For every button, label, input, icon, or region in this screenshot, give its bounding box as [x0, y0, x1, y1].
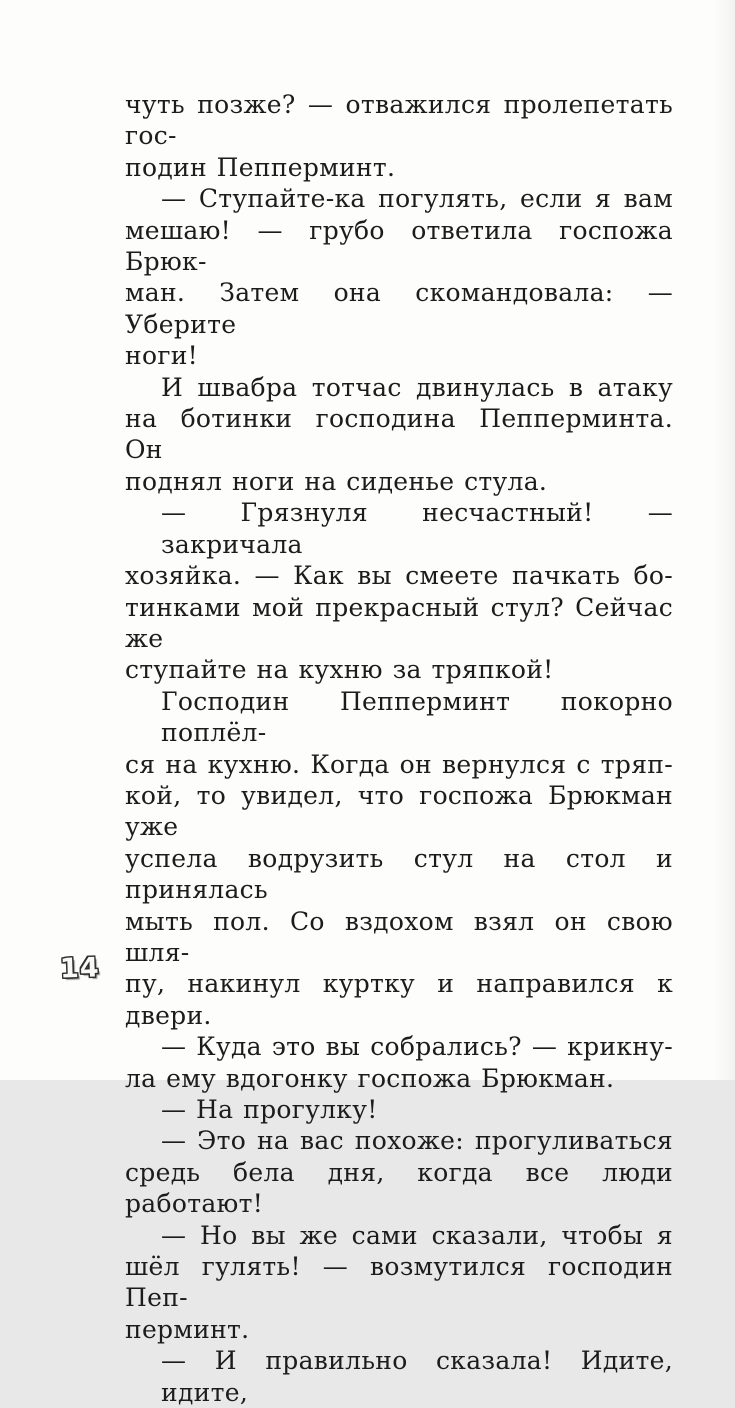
text-line: пу, накинул куртку и направился к двери.	[125, 969, 673, 1030]
text-line: ман. Затем она скомандовала: — Уберите	[125, 278, 673, 339]
text-line: — На прогулку!	[161, 1095, 378, 1124]
text-line: ся на кухню. Когда он вернулся с тряп-	[125, 749, 673, 779]
text-line: ступайте на кухню за тряпкой!	[125, 655, 554, 685]
text-line: — Ступайте-ка погулять, если я вам	[161, 184, 673, 214]
text-line: успела водрузить стул на стол и принялась	[125, 843, 673, 905]
text-line: мыть пол. Со вздохом взял он свою шля-	[125, 906, 673, 967]
text-line: хозяйка. — Как вы смеете пачкать бо-	[125, 561, 673, 591]
text-line: средь бела дня, когда все люди работают!	[125, 1157, 673, 1219]
text-line: поднял ноги на сиденье стула.	[125, 466, 548, 496]
text-line: тинками мой прекрасный стул? Сейчас же	[125, 592, 673, 653]
text-line: ноги!	[125, 341, 199, 371]
text-line: — Куда это вы собрались? — крикну-	[161, 1032, 673, 1062]
text-line: И швабра тотчас двинулась в атаку	[161, 372, 673, 402]
text-line: — Грязнуля несчастный! — закричала	[161, 498, 673, 559]
text-line: шёл гулять! — возмутился господин Пеп-	[125, 1252, 673, 1313]
text-line: Господин Пепперминт покорно поплёл-	[161, 686, 673, 748]
text-line: мешаю! — грубо ответила госпожа Брюк-	[125, 215, 673, 277]
text-line: перминт.	[125, 1314, 250, 1344]
page-text	[125, 89, 673, 1408]
text-line: — Но вы же сами сказали, чтобы я	[161, 1220, 673, 1250]
text-line: подин Пепперминт.	[125, 152, 396, 182]
page-number: 14	[59, 952, 101, 985]
text-line: — Это на вас похоже: прогуливаться	[161, 1126, 673, 1156]
text-line: — И правильно сказала! Идите, идите,	[161, 1346, 673, 1407]
text-line: на ботинки господина Пепперминта. Он	[125, 404, 673, 465]
text-line: кой, то увидел, что госпожа Брюкман уже	[125, 780, 673, 842]
text-line: чуть позже? — отважился пролепетать гос-	[125, 90, 673, 151]
text-line: ла ему вдогонку госпожа Брюкман.	[125, 1063, 615, 1093]
